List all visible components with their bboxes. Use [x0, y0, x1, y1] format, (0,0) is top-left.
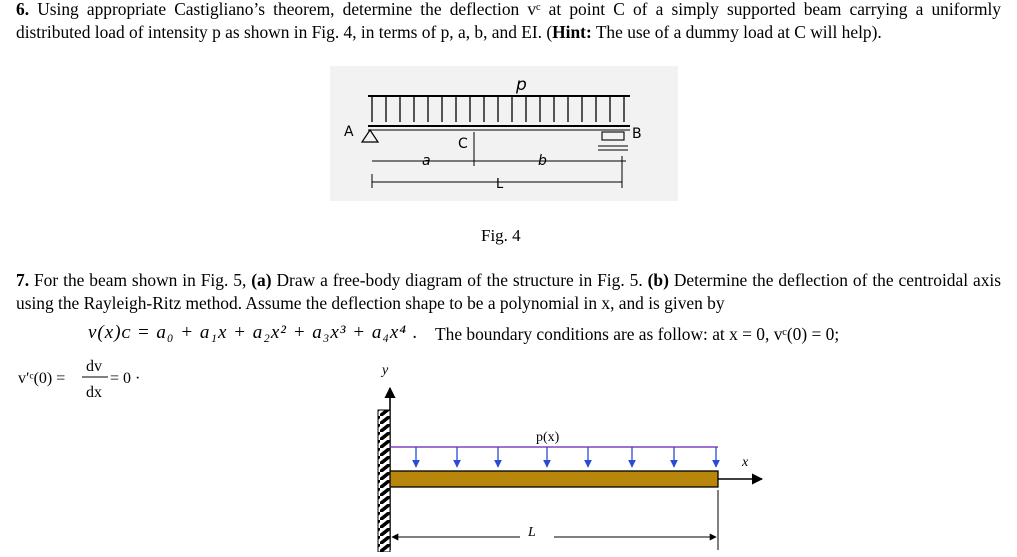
fig4-support-b-label: B — [632, 126, 642, 142]
fig5-y-label: y — [382, 363, 389, 378]
fig5-x-label: x — [742, 455, 749, 470]
slope-denominator: dx — [86, 384, 102, 401]
hint-label: Hint: — [552, 22, 592, 42]
problem-7-number: 7. — [16, 270, 30, 290]
slope-numerator: dv — [86, 358, 102, 375]
fig5-length-label: L — [528, 525, 536, 540]
fig4-load-arrows — [372, 96, 624, 122]
figure-5-drawing — [370, 360, 790, 552]
part-a-text: Draw a free-body diagram of the structure in Fig. 5. — [271, 270, 648, 290]
part-b-label: (b) — [647, 270, 669, 290]
hint-text: The use of a dummy load at C will help). — [591, 22, 882, 42]
fig5-load-label: p(x) — [536, 430, 560, 445]
problem-7-intro: For the beam shown in Fig. 5, — [29, 270, 252, 290]
fig4-dim-l-label: L — [496, 177, 504, 192]
slope-rhs: = 0 · — [110, 370, 141, 387]
boundary-conditions-text: The boundary conditions are as follow: at x = 0, vᶜ(0) = 0; — [435, 324, 840, 344]
fig4-dim-a-label: a — [422, 153, 431, 169]
fig4-support-a-label: A — [344, 124, 354, 140]
problem-6-paragraph — [16, 0, 1001, 44]
fig5-beam — [390, 471, 718, 487]
fig4-point-c-label: C — [458, 136, 468, 152]
slope-condition-equation — [18, 357, 158, 401]
deflection-polynomial: v(x)ᴄ = a₀ + a₁x + a₂x² + a₃x³ + a₄x⁴ . — [88, 322, 419, 343]
figure-4 — [330, 66, 678, 201]
fig5-load-arrows — [416, 447, 716, 467]
fig4-load-label: p — [516, 75, 527, 95]
figure-5 — [370, 360, 790, 552]
figure-4-caption: Fig. 4 — [481, 226, 521, 245]
problem-7-paragraph — [16, 269, 1001, 315]
problem-6-text: Using appropriate Castigliano’s theorem, determine the deflection vᶜ at point C of a simply supported beam carrying a uniformly distributed load of intensity p as shown in Fig. 4, in terms of p, a, b, and EI. ( — [16, 0, 1001, 42]
figure-4-drawing — [330, 66, 678, 201]
fig4-roller-support-b — [598, 132, 628, 150]
slope-lhs: v′ᶜ(0) = — [18, 370, 66, 387]
fig4-dim-b-label: b — [538, 153, 547, 169]
fig4-pin-support-a — [362, 130, 378, 142]
part-b-text: Determine the deflection of the centroidal axis using the Rayleigh-Ritz method. Assume the deflection shape to be a polynomial in x, and is given by — [16, 270, 1002, 313]
fig5-fixed-wall — [378, 410, 390, 552]
problem-6-number: 6. — [16, 0, 30, 19]
slope-boundary-condition — [18, 357, 158, 406]
part-a-label: (a) — [251, 270, 272, 290]
deflection-equation-line — [88, 322, 1001, 344]
